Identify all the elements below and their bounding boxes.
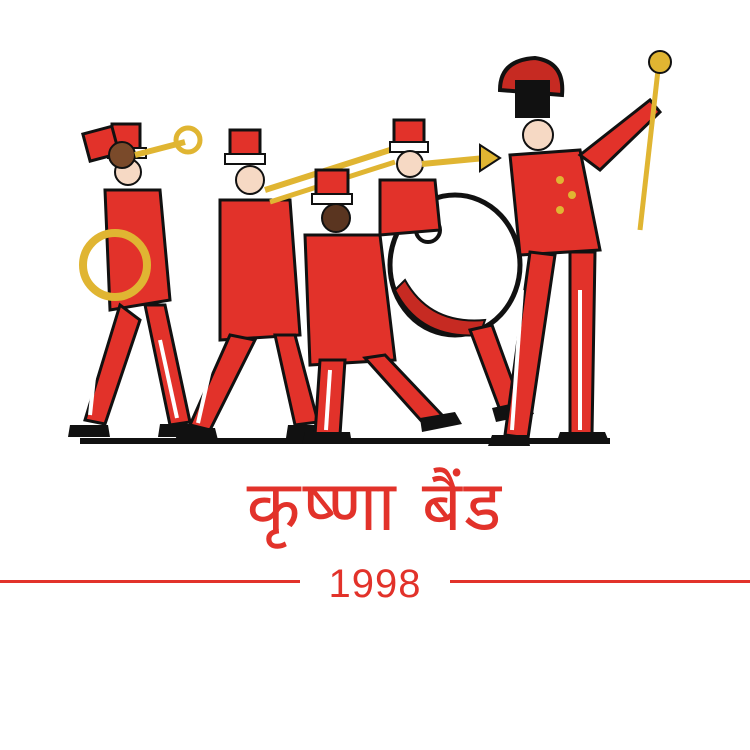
divider-left xyxy=(0,580,300,583)
established-year: 1998 xyxy=(328,562,422,606)
divider-right xyxy=(450,580,750,583)
band-name: कृष्णा बैंड xyxy=(246,465,504,547)
musician-sousaphone xyxy=(68,124,200,437)
marching-band-icon xyxy=(60,40,700,460)
